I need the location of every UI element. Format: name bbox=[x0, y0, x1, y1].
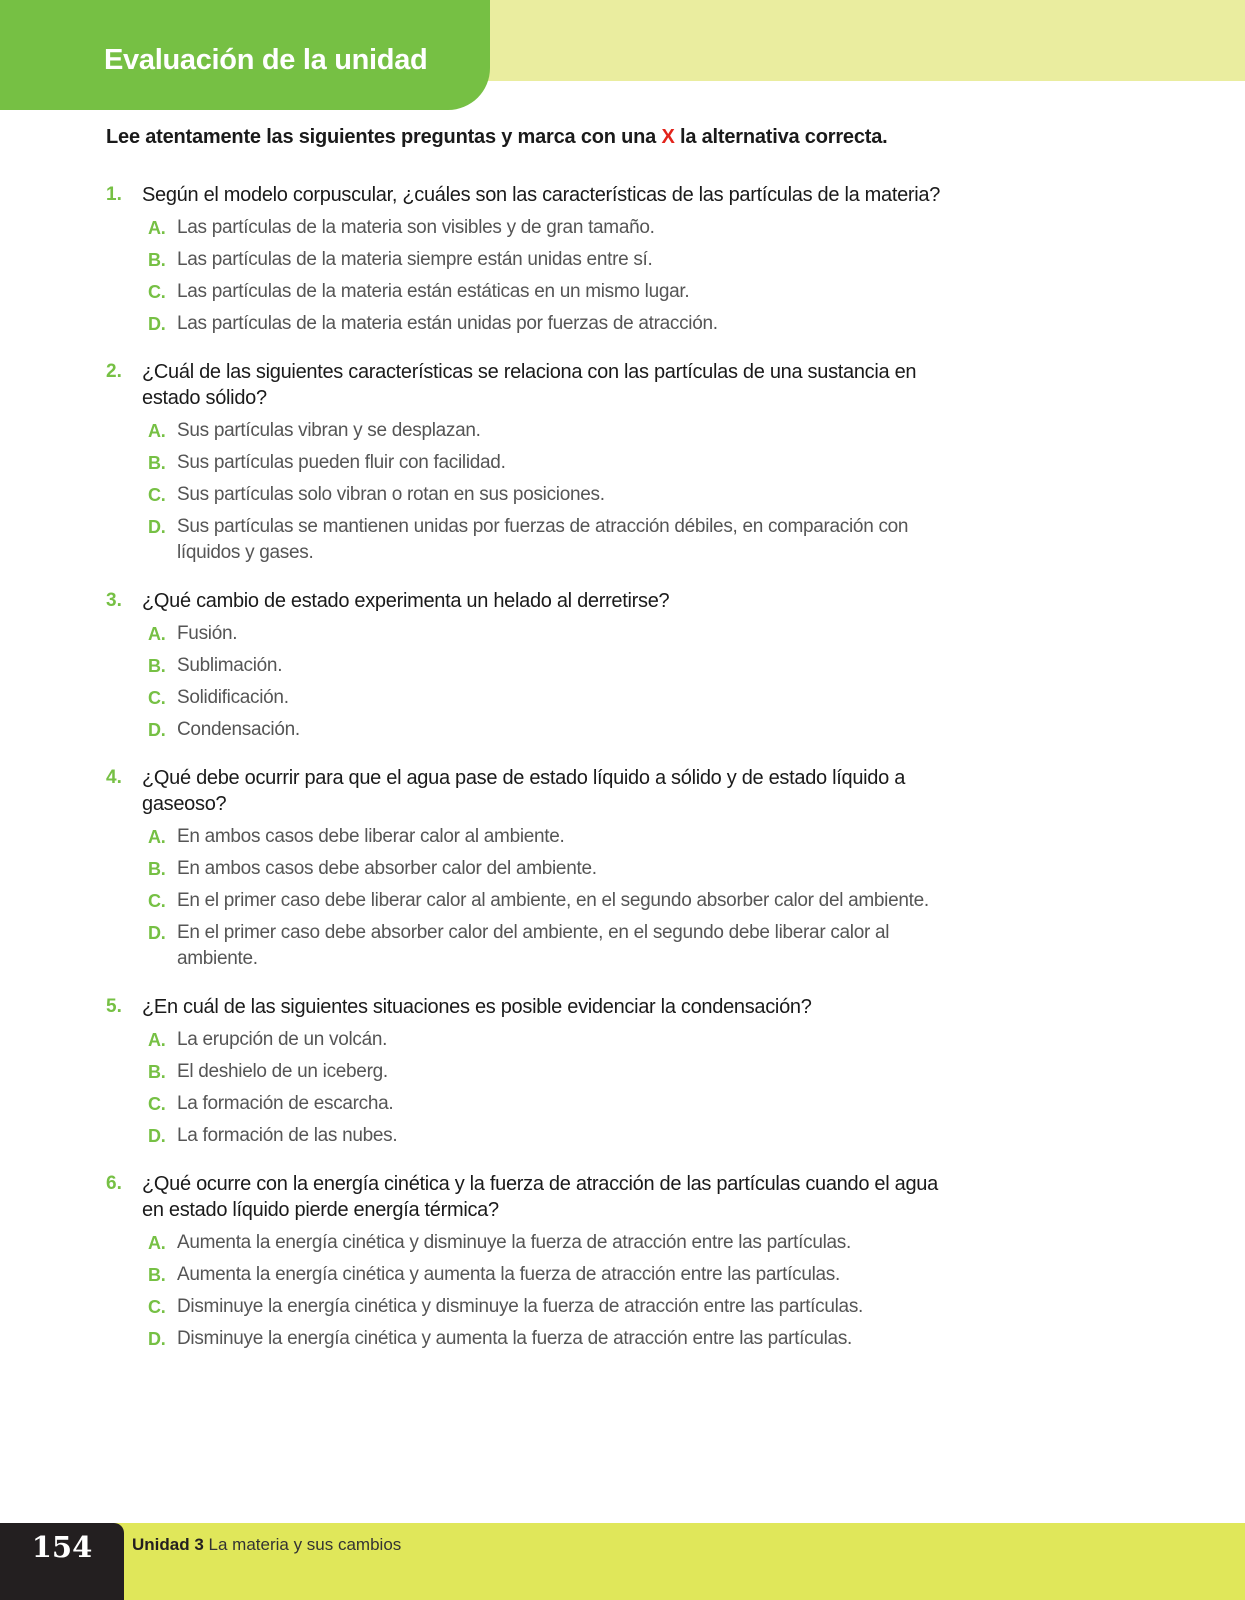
question-number: 1. bbox=[106, 184, 122, 205]
question-list bbox=[106, 182, 956, 1374]
page-title: Evaluación de la unidad bbox=[104, 44, 428, 76]
option-list bbox=[142, 1230, 956, 1352]
option-letter: A. bbox=[148, 827, 166, 847]
question-2 bbox=[106, 359, 956, 566]
option-c[interactable] bbox=[148, 1294, 956, 1320]
option-letter: A. bbox=[148, 1030, 166, 1050]
option-text: En el primer caso debe liberar calor al ambiente, en el segundo absorber calor del ambiente. bbox=[177, 890, 929, 911]
option-list bbox=[142, 1027, 956, 1149]
option-letter: A. bbox=[148, 421, 166, 441]
option-letter: B. bbox=[148, 1265, 166, 1285]
option-a[interactable] bbox=[148, 418, 956, 444]
option-letter: D. bbox=[148, 1329, 166, 1349]
instructions-before: Lee atentamente las siguientes preguntas y marca con una bbox=[106, 126, 662, 148]
option-letter: C. bbox=[148, 485, 166, 505]
unit-number: Unidad 3 bbox=[132, 1535, 204, 1554]
option-d[interactable] bbox=[148, 1326, 956, 1352]
option-letter: B. bbox=[148, 1062, 166, 1082]
option-c[interactable] bbox=[148, 888, 956, 914]
instructions-after: la alternativa correcta. bbox=[674, 126, 888, 148]
option-text: En ambos casos debe absorber calor del ambiente. bbox=[177, 858, 597, 879]
option-c[interactable] bbox=[148, 279, 956, 305]
option-list bbox=[142, 824, 956, 972]
option-text: Aumenta la energía cinética y disminuye la fuerza de atracción entre las partículas. bbox=[177, 1232, 851, 1253]
option-letter: C. bbox=[148, 1094, 166, 1114]
option-text: Disminuye la energía cinética y disminuye la fuerza de atracción entre las partículas. bbox=[177, 1296, 863, 1317]
option-letter: B. bbox=[148, 656, 166, 676]
option-text: Sublimación. bbox=[177, 655, 283, 676]
option-a[interactable] bbox=[148, 621, 956, 647]
option-letter: A. bbox=[148, 624, 166, 644]
option-letter: A. bbox=[148, 218, 166, 238]
option-a[interactable] bbox=[148, 1027, 956, 1053]
question-text: ¿Qué cambio de estado experimenta un helado al derretirse? bbox=[142, 590, 670, 612]
option-c[interactable] bbox=[148, 1091, 956, 1117]
question-number: 3. bbox=[106, 590, 122, 611]
option-letter: C. bbox=[148, 282, 166, 302]
option-text: Sus partículas se mantienen unidas por fuerzas de atracción débiles, en comparación con líquidos y gases. bbox=[177, 516, 909, 563]
option-text: Disminuye la energía cinética y aumenta la fuerza de atracción entre las partículas. bbox=[177, 1328, 852, 1349]
x-mark: X bbox=[661, 126, 675, 148]
option-c[interactable] bbox=[148, 685, 956, 711]
question-text: ¿En cuál de las siguientes situaciones es posible evidenciar la condensación? bbox=[142, 996, 812, 1018]
option-text: El deshielo de un iceberg. bbox=[177, 1061, 388, 1082]
option-text: Las partículas de la materia siempre están unidas entre sí. bbox=[177, 249, 653, 270]
footer-unit-label bbox=[132, 1535, 401, 1555]
option-a[interactable] bbox=[148, 215, 956, 241]
option-letter: C. bbox=[148, 688, 166, 708]
option-text: La erupción de un volcán. bbox=[177, 1029, 388, 1050]
option-letter: D. bbox=[148, 923, 166, 943]
option-letter: D. bbox=[148, 720, 166, 740]
option-letter: B. bbox=[148, 453, 166, 473]
option-letter: C. bbox=[148, 1297, 166, 1317]
option-text: Las partículas de la materia están estáticas en un mismo lugar. bbox=[177, 281, 690, 302]
question-6 bbox=[106, 1171, 956, 1352]
option-d[interactable] bbox=[148, 514, 956, 566]
option-text: Las partículas de la materia están unidas por fuerzas de atracción. bbox=[177, 313, 718, 334]
option-text: Sus partículas solo vibran o rotan en sus posiciones. bbox=[177, 484, 605, 505]
option-d[interactable] bbox=[148, 717, 956, 743]
option-text: Aumenta la energía cinética y aumenta la fuerza de atracción entre las partículas. bbox=[177, 1264, 840, 1285]
option-text: La formación de las nubes. bbox=[177, 1125, 398, 1146]
option-letter: B. bbox=[148, 859, 166, 879]
option-text: Sus partículas pueden fluir con facilidad. bbox=[177, 452, 506, 473]
question-number: 4. bbox=[106, 767, 122, 788]
option-b[interactable] bbox=[148, 247, 956, 273]
option-b[interactable] bbox=[148, 1262, 956, 1288]
question-number: 2. bbox=[106, 361, 122, 382]
question-3 bbox=[106, 588, 956, 743]
option-letter: A. bbox=[148, 1233, 166, 1253]
option-text: Condensación. bbox=[177, 719, 300, 740]
question-text: ¿Cuál de las siguientes características se relaciona con las partículas de una sustancia en estado sólido? bbox=[142, 361, 917, 409]
option-c[interactable] bbox=[148, 482, 956, 508]
option-a[interactable] bbox=[148, 1230, 956, 1256]
option-text: En el primer caso debe absorber calor del ambiente, en el segundo debe liberar calor al ambiente. bbox=[177, 922, 890, 969]
option-letter: D. bbox=[148, 314, 166, 334]
unit-title: La materia y sus cambios bbox=[208, 1535, 402, 1554]
question-4 bbox=[106, 765, 956, 972]
option-b[interactable] bbox=[148, 1059, 956, 1085]
option-d[interactable] bbox=[148, 1123, 956, 1149]
option-b[interactable] bbox=[148, 653, 956, 679]
option-letter: B. bbox=[148, 250, 166, 270]
option-a[interactable] bbox=[148, 824, 956, 850]
option-letter: D. bbox=[148, 517, 166, 537]
option-list bbox=[142, 621, 956, 743]
option-text: Sus partículas vibran y se desplazan. bbox=[177, 420, 481, 441]
question-text: ¿Qué ocurre con la energía cinética y la fuerza de atracción de las partículas cuando el agua en estado líquido pierde energía térmica? bbox=[142, 1173, 938, 1221]
page-number: 154 bbox=[31, 1530, 93, 1564]
option-list bbox=[142, 418, 956, 566]
question-number: 5. bbox=[106, 996, 122, 1017]
option-text: En ambos casos debe liberar calor al ambiente. bbox=[177, 826, 565, 847]
option-text: La formación de escarcha. bbox=[177, 1093, 394, 1114]
option-letter: D. bbox=[148, 1126, 166, 1146]
instructions bbox=[106, 126, 888, 149]
question-text: ¿Qué debe ocurrir para que el agua pase de estado líquido a sólido y de estado líquido a gaseoso? bbox=[142, 767, 906, 815]
option-list bbox=[142, 215, 956, 337]
question-number: 6. bbox=[106, 1173, 122, 1194]
option-text: Fusión. bbox=[177, 623, 238, 644]
question-5 bbox=[106, 994, 956, 1149]
option-letter: C. bbox=[148, 891, 166, 911]
question-1 bbox=[106, 182, 956, 337]
option-d[interactable] bbox=[148, 920, 956, 972]
option-b[interactable] bbox=[148, 450, 956, 476]
option-text: Solidificación. bbox=[177, 687, 289, 708]
option-text: Las partículas de la materia son visibles y de gran tamaño. bbox=[177, 217, 655, 238]
question-text: Según el modelo corpuscular, ¿cuáles son las características de las partículas de la materia? bbox=[142, 184, 941, 206]
option-b[interactable] bbox=[148, 856, 956, 882]
option-d[interactable] bbox=[148, 311, 956, 337]
